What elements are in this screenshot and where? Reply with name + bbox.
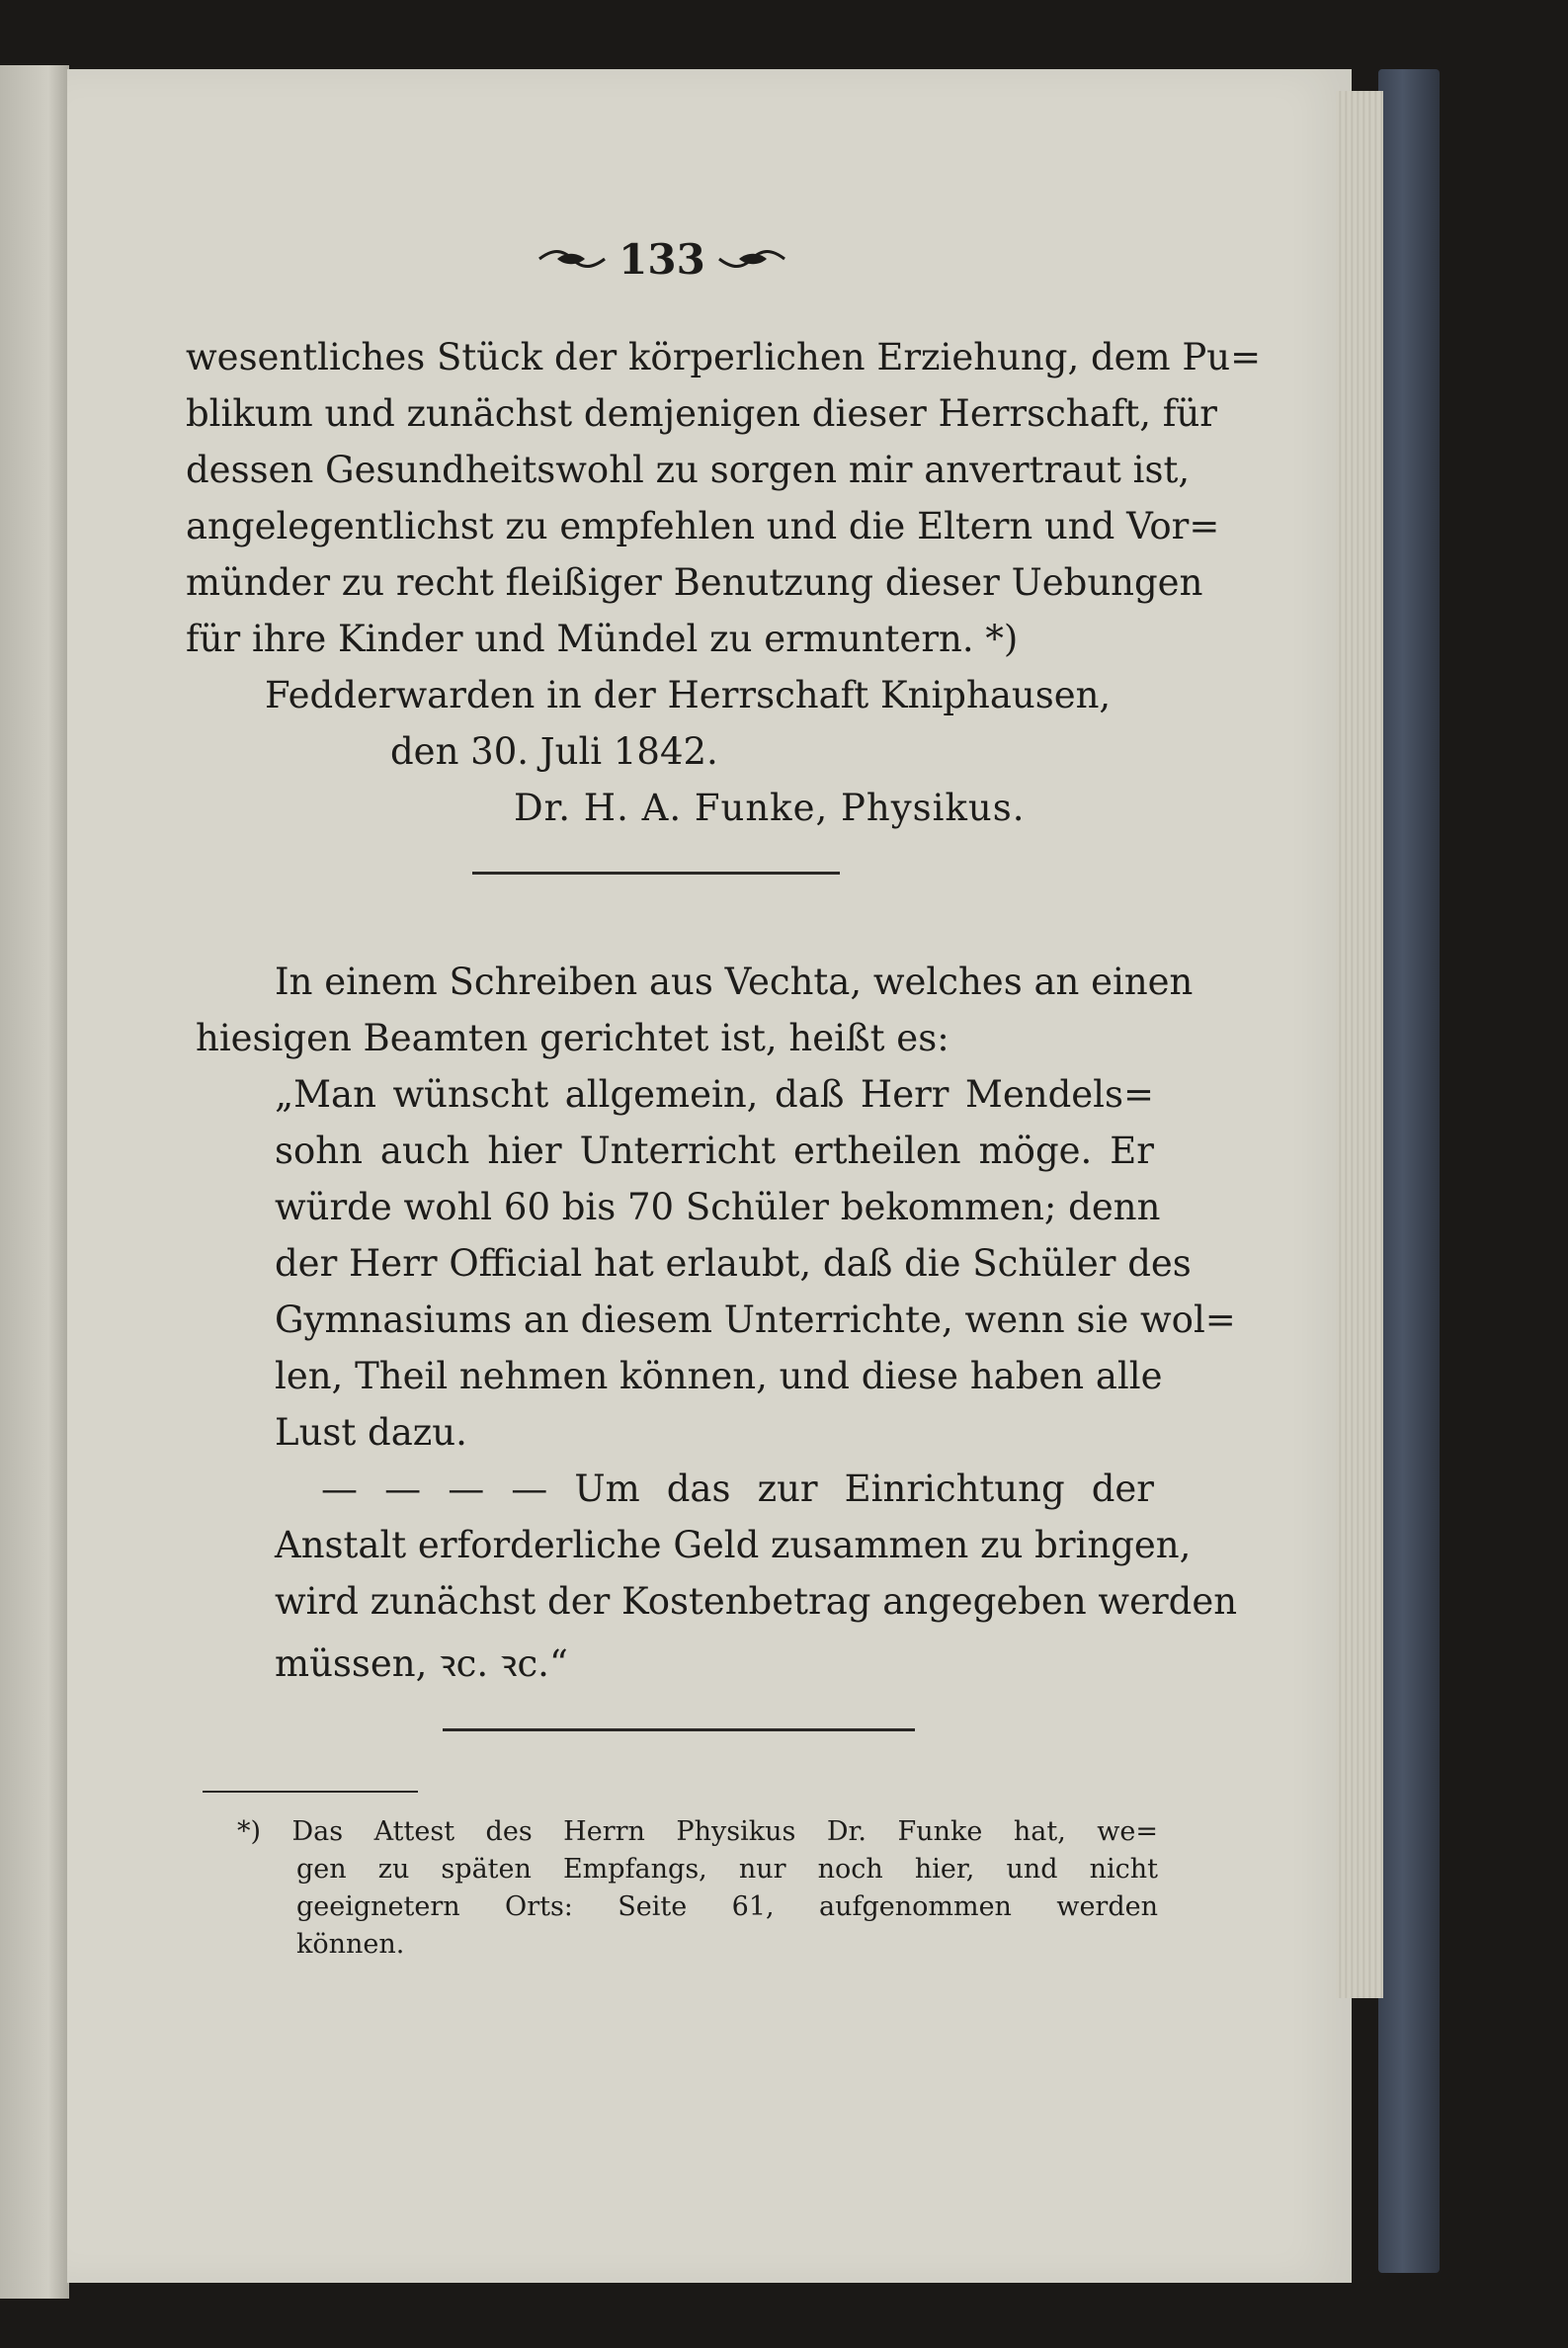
- paragraph1-line: angelegentlichst zu empfehlen und die Eltern und Vor=: [186, 505, 1220, 547]
- page-number: 133: [619, 234, 705, 284]
- footnote-line: geeignetern Orts: Seite 61, aufgenommen werden: [296, 1891, 1158, 1922]
- paragraph2-line: Anstalt erforderliche Geld zusammen zu bringen,: [275, 1524, 1192, 1566]
- page-stack-edge: [1336, 91, 1383, 1998]
- paragraph2-line: Gymnasiums an diesem Unterrichte, wenn sie wol=: [275, 1299, 1236, 1341]
- right-ornament-icon: [717, 244, 786, 274]
- paragraph2-line: wird zunächst der Kostenbetrag angegeben werden: [275, 1580, 1238, 1623]
- paragraph2-line: hiesigen Beamten gerichtet ist, heißt es:: [196, 1017, 949, 1059]
- footnote-line: gen zu späten Empfangs, nur noch hier, und nicht: [296, 1854, 1158, 1885]
- signature-name: Dr. H. A. Funke, Physikus.: [514, 787, 1026, 829]
- signature-place: Fedderwarden in der Herrschaft Kniphausen,: [265, 674, 1112, 716]
- book-cover-edge: [1378, 69, 1440, 2273]
- paragraph2-line: müssen, ꝛc. ꝛc.“: [275, 1642, 568, 1685]
- footnote-line: können.: [296, 1929, 405, 1960]
- paragraph1-line: blikum und zunächst demjenigen dieser Herrschaft, für: [186, 392, 1217, 435]
- paragraph2-line: In einem Schreiben aus Vechta, welches an einen: [275, 961, 1194, 1003]
- left-page-edge: [0, 65, 69, 2299]
- paragraph2-line: sohn auch hier Unterricht ertheilen möge. Er: [275, 1130, 1154, 1172]
- footnote-line: *) Das Attest des Herrn Physikus Dr. Funke hat, we=: [237, 1816, 1158, 1847]
- paragraph1-line: dessen Gesundheitswohl zu sorgen mir anvertraut ist,: [186, 449, 1191, 491]
- section-separator: [472, 872, 840, 875]
- paragraph1-line: wesentliches Stück der körperlichen Erziehung, dem Pu=: [186, 336, 1262, 378]
- paragraph2-line: der Herr Official hat erlaubt, daß die Schüler des: [275, 1242, 1192, 1285]
- paragraph1-line: münder zu recht fleißiger Benutzung dieser Uebungen: [186, 561, 1203, 604]
- section-separator: [443, 1728, 915, 1731]
- paragraph1-line: für ihre Kinder und Mündel zu ermuntern. *): [186, 618, 1019, 660]
- signature-date: den 30. Juli 1842.: [390, 730, 718, 773]
- paragraph2-line: — — — — Um das zur Einrichtung der: [321, 1468, 1154, 1510]
- paragraph2-line: Lust dazu.: [275, 1411, 467, 1454]
- paragraph2-line: „Man wünscht allgemein, daß Herr Mendels=: [275, 1073, 1154, 1116]
- page-header: [514, 229, 810, 289]
- paragraph2-line: würde wohl 60 bis 70 Schüler bekommen; denn: [275, 1186, 1161, 1228]
- left-ornament-icon: [537, 244, 607, 274]
- footnote-rule: [203, 1791, 418, 1793]
- paragraph2-line: len, Theil nehmen können, und diese haben alle: [275, 1355, 1163, 1397]
